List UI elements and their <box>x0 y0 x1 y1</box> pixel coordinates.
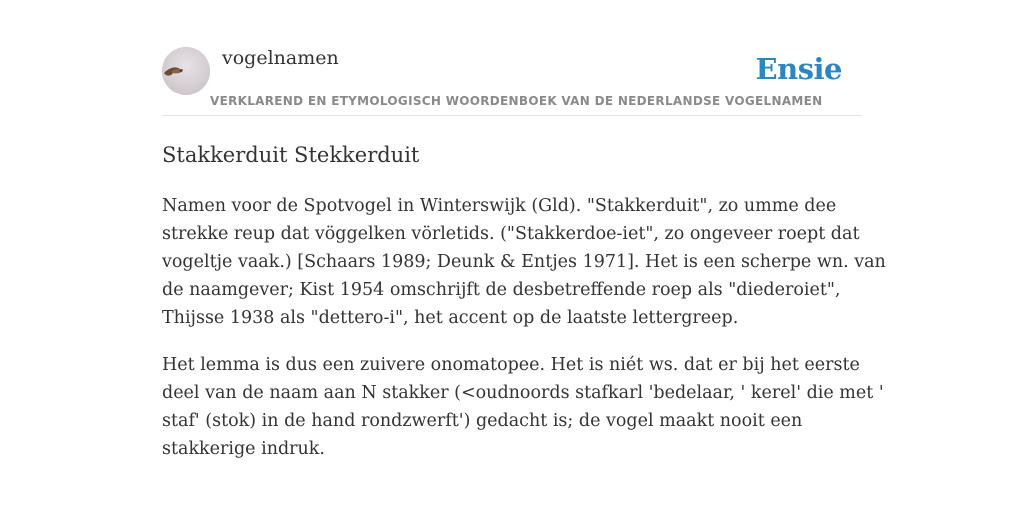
paragraph-line: Namen voor de Spotvogel in Winterswijk (Gld). "Stakkerduit", zo umme dee <box>162 196 837 216</box>
paragraph-line: vogeltje vaak.) [Schaars 1989; Deunk & Entjes 1971]. Het is een scherpe wn. van <box>162 252 886 272</box>
blog-name[interactable]: vogelnamen <box>222 47 339 69</box>
paragraph-line: Thijsse 1938 als "dettero-i", het accent op de laatste lettergreep. <box>162 308 739 328</box>
paragraph-line: de naamgever; Kist 1954 omschrijft de desbetreffende roep als "diederoiet", <box>162 280 841 300</box>
paragraph-line: deel van de naam aan N stakker (<oudnoords stafkarl 'bedelaar, ' kerel' die met ' <box>162 383 884 403</box>
paragraph-line: staf' (stok) in de hand rondzwerft') gedacht is; de vogel maakt nooit een <box>162 411 803 431</box>
article-body <box>162 192 886 482</box>
paragraph-line: strekke reup dat vöggelken vörletids. ("Stakkerdoe-iet", zo ongeveer roept dat <box>162 224 860 244</box>
paragraph-line: stakkerige indruk. <box>162 439 325 459</box>
header-divider <box>162 115 862 116</box>
blog-subtitle: VERKLAREND EN ETYMOLOGISCH WOORDENBOEK VAN DE NEDERLANDSE VOGELNAMEN <box>210 94 823 108</box>
page-title: Stakkerduit Stekkerduit <box>162 143 420 167</box>
paragraph <box>162 351 884 463</box>
paragraph-line: Het lemma is dus een zuivere onomatopee. Het is niét ws. dat er bij het eerste <box>162 355 860 375</box>
paragraph <box>162 192 886 332</box>
bird-photo-icon[interactable] <box>162 47 210 95</box>
brand-logo[interactable]: Ensie <box>755 52 842 86</box>
